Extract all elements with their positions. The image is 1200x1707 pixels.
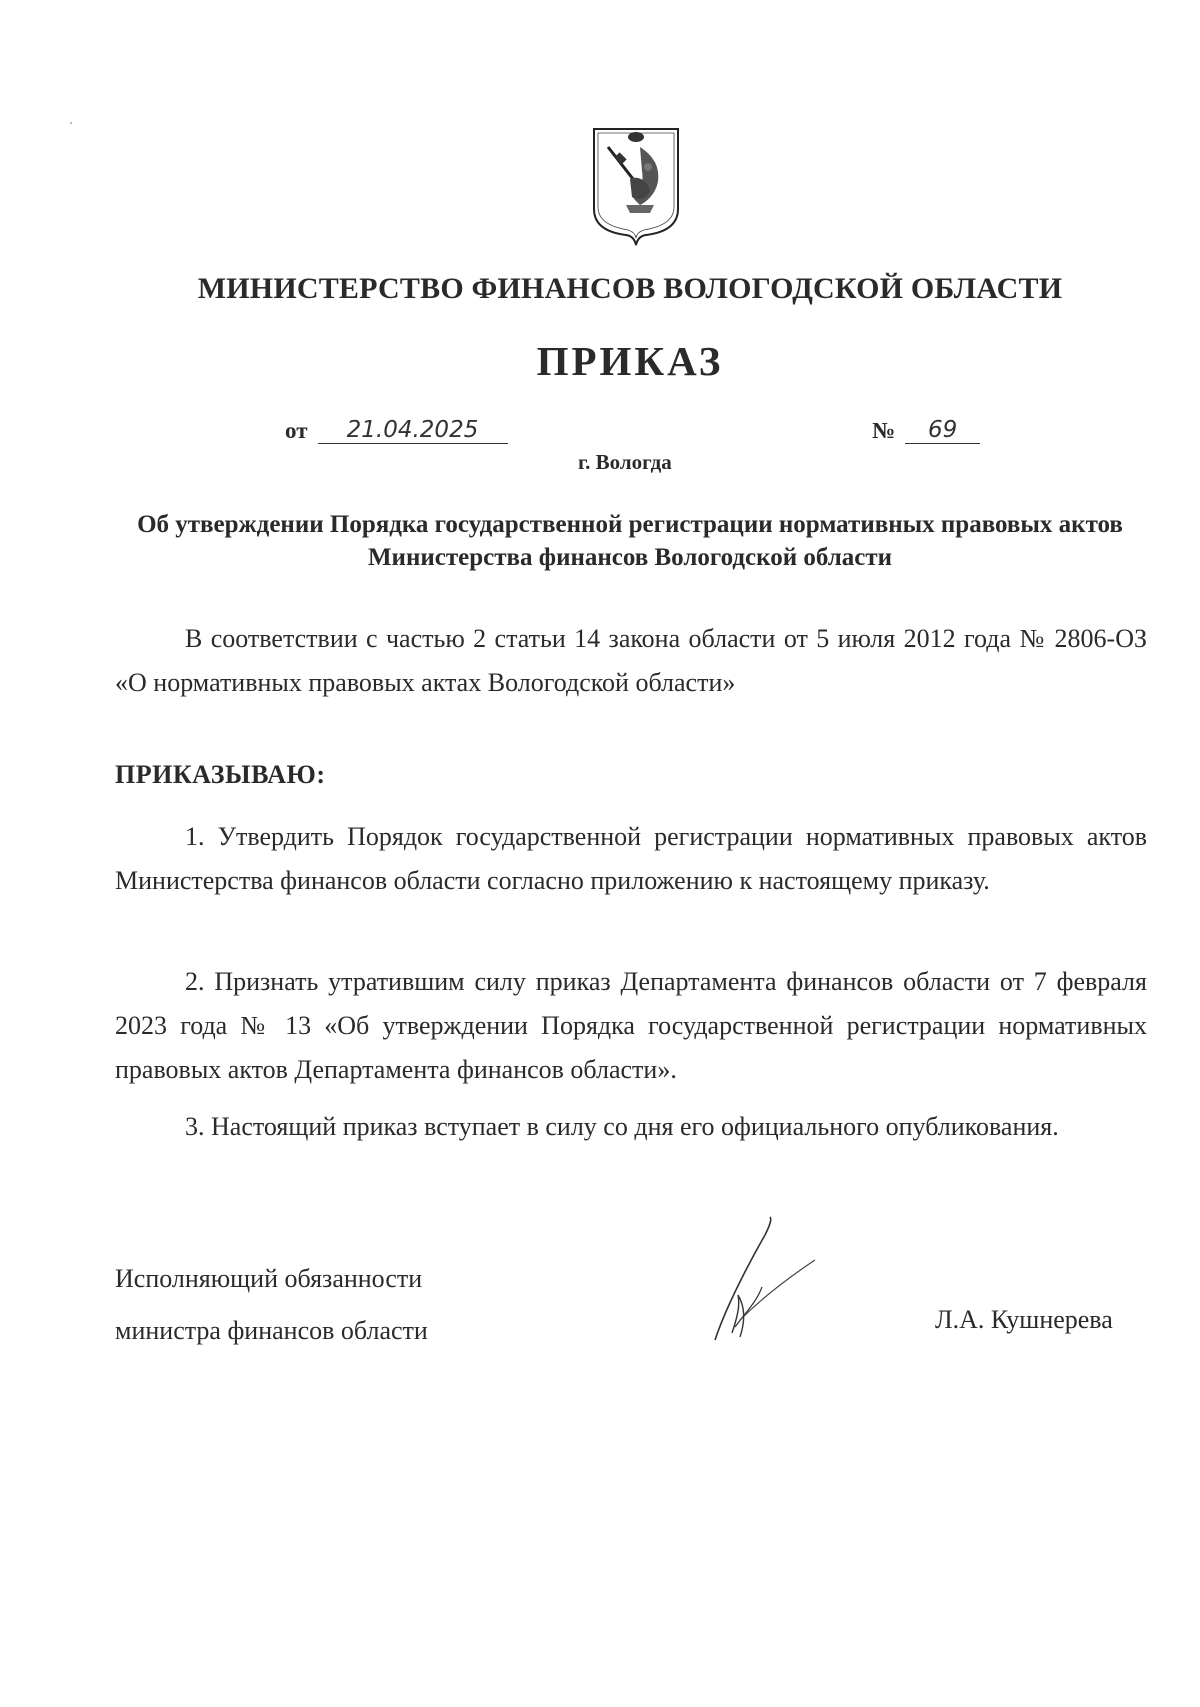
order-item-1: 1. Утвердить Порядок государственной регистрации нормативных правовых актов Министерства финансов области согласно приложению к настоящему приказу.	[115, 822, 1147, 895]
order-verb: ПРИКАЗЫВАЮ:	[115, 760, 326, 789]
handwritten-signature	[710, 1215, 820, 1345]
signatory-role-line-2: министра финансов области	[115, 1316, 428, 1345]
basis-paragraph: В соответствии с частью 2 статьи 14 закона области от 5 июля 2012 года № 2806-ОЗ «О нормативных правовых актах Вологодской области»	[115, 624, 1147, 697]
ministry-name: МИНИСТЕРСТВО ФИНАНСОВ ВОЛОГОДСКОЙ ОБЛАСТИ	[197, 272, 1063, 305]
number-value: 69	[905, 417, 980, 444]
date-prefix: от	[285, 418, 308, 443]
signatory-name: Л.А. Кушнерева	[935, 1305, 1113, 1334]
document-title: Об утверждении Порядка государственной регистрации нормативных правовых актов Министерства финансов Вологодской области	[137, 511, 1123, 571]
signatory-role	[115, 1253, 428, 1357]
scan-speck	[70, 122, 72, 124]
city: г. Вологда	[578, 450, 672, 474]
order-item-3: 3. Настоящий приказ вступает в силу со дня его официального опубликования.	[185, 1112, 1059, 1141]
document-type: ПРИКАЗ	[536, 338, 724, 384]
signatory-role-line-1: Исполняющий обязанности	[115, 1264, 423, 1293]
number-prefix: №	[872, 418, 896, 443]
date-line	[285, 417, 508, 444]
number-line	[872, 417, 980, 444]
coat-of-arms-icon	[590, 125, 682, 247]
order-item-2: 2. Признать утратившим силу приказ Департамента финансов области от 7 февраля 2023 года № 13 «Об утверждении Порядка государственной регистрации нормативных правовых актов Департамента финансов области».	[115, 967, 1147, 1084]
date-value: 21.04.2025	[318, 417, 508, 444]
